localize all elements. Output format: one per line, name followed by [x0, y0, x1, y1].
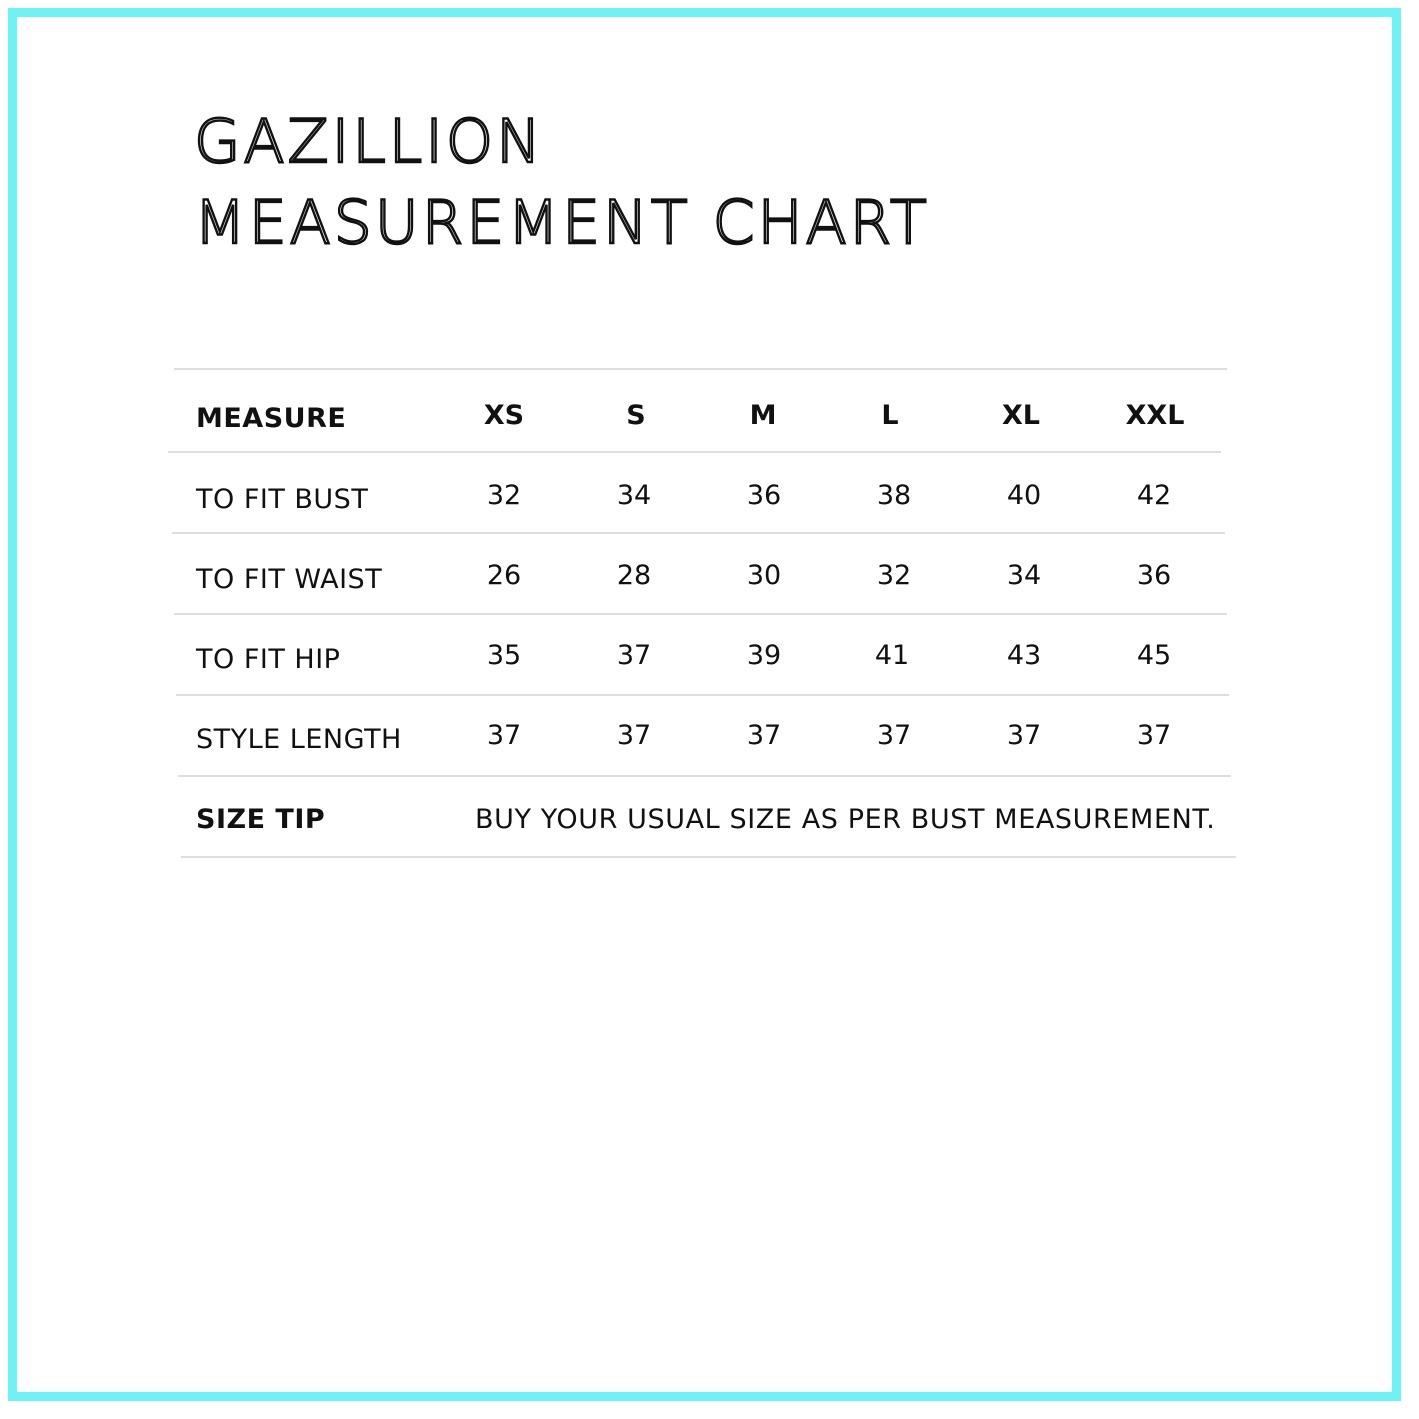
- table-rule: [172, 532, 1225, 534]
- table-cell: 37: [616, 640, 652, 671]
- table-cell: 37: [746, 720, 782, 751]
- header-size-l: L: [881, 400, 899, 431]
- table-cell: 39: [746, 640, 782, 671]
- table-rule: [176, 694, 1229, 696]
- row-label-style-length: STYLE LENGTH: [196, 724, 402, 755]
- chart-title: MEASUREMENT CHART: [194, 188, 930, 258]
- table-cell: 43: [1006, 640, 1042, 671]
- table-cell: 32: [876, 560, 912, 591]
- table-cell: 37: [486, 720, 522, 751]
- table-cell: 34: [616, 480, 652, 511]
- table-cell: 32: [486, 480, 522, 511]
- table-cell: 45: [1136, 640, 1172, 671]
- size-tip-label: SIZE TIP: [196, 804, 326, 835]
- row-label-hip: TO FIT HIP: [196, 644, 341, 675]
- table-cell: 36: [1136, 560, 1172, 591]
- table-rule: [168, 451, 1221, 453]
- chart-title-brand: GAZILLION: [194, 107, 544, 177]
- table-cell: 28: [616, 560, 652, 591]
- table-cell: 37: [1136, 720, 1172, 751]
- table-cell: 41: [874, 640, 910, 671]
- table-cell: 35: [486, 640, 522, 671]
- table-cell: 37: [616, 720, 652, 751]
- table-cell: 34: [1006, 560, 1042, 591]
- table-cell: 36: [746, 480, 782, 511]
- table-rule: [178, 775, 1231, 777]
- table-cell: 30: [746, 560, 782, 591]
- header-size-s: S: [626, 400, 646, 431]
- table-cell: 37: [876, 720, 912, 751]
- size-tip-text: BUY YOUR USUAL SIZE AS PER BUST MEASUREMENT.: [475, 804, 1216, 835]
- table-rule: [174, 368, 1227, 370]
- table-cell: 37: [1006, 720, 1042, 751]
- table-cell: 38: [876, 480, 912, 511]
- table-cell: 42: [1136, 480, 1172, 511]
- header-size-xxl: XXL: [1125, 400, 1185, 431]
- header-size-xl: XL: [1001, 400, 1041, 431]
- table-cell: 26: [486, 560, 522, 591]
- header-size-xs: XS: [483, 400, 525, 431]
- table-cell: 40: [1006, 480, 1042, 511]
- row-label-bust: TO FIT BUST: [196, 484, 369, 515]
- header-size-m: M: [749, 400, 777, 431]
- table-rule: [174, 613, 1227, 615]
- table-rule: [181, 856, 1236, 858]
- header-measure-label: MEASURE: [196, 403, 347, 434]
- row-label-waist: TO FIT WAIST: [196, 564, 383, 595]
